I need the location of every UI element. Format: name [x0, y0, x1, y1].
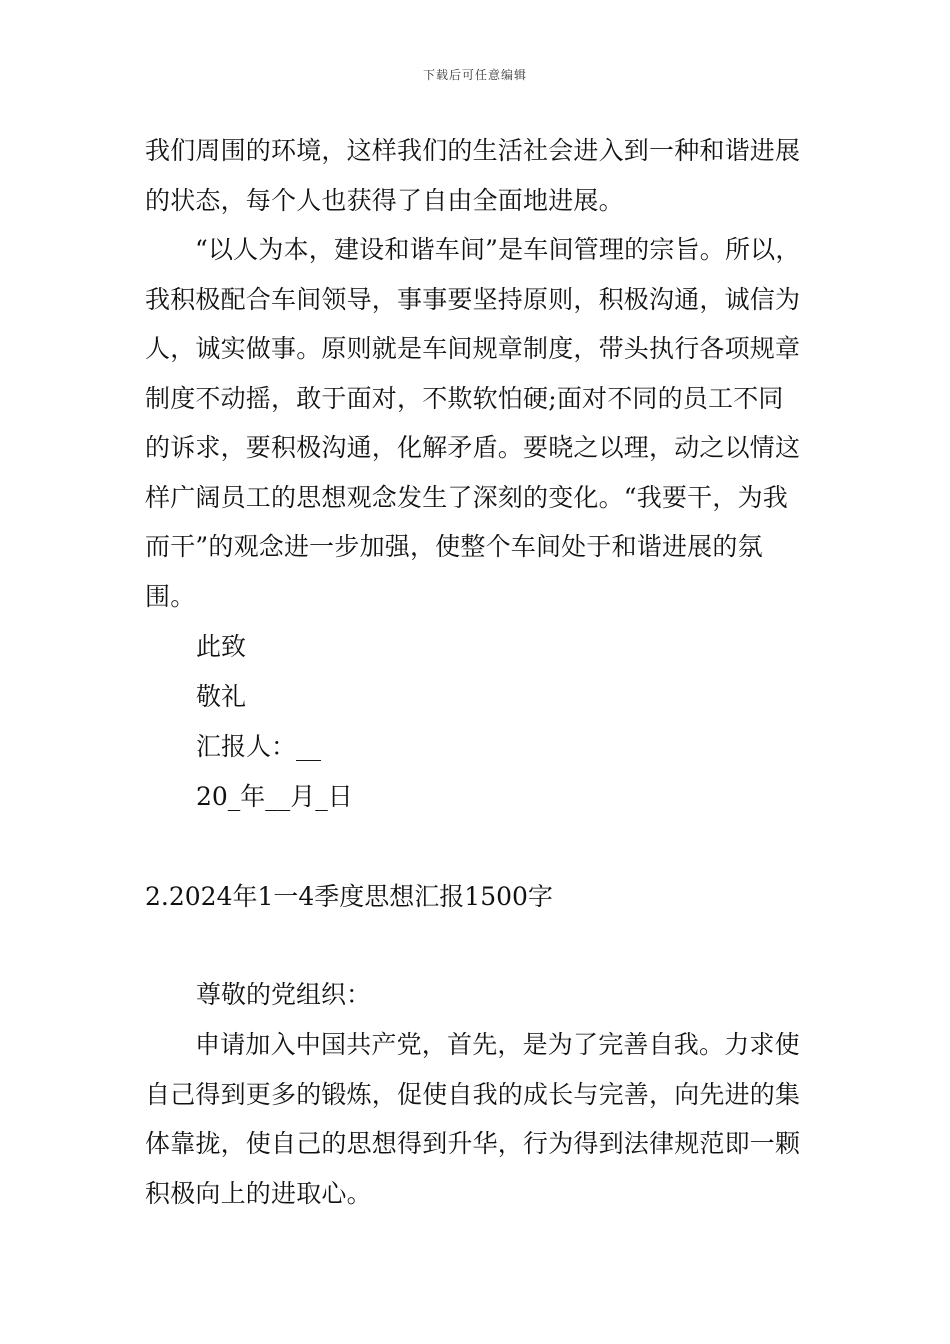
- closing-cizhi: 此致: [196, 632, 247, 661]
- section-title: 2.2024年1一4季度思想汇报1500字: [145, 882, 553, 911]
- paragraph-application-purpose: 申请加入中国共产党，首先，是为了完善自我。力求使自己得到更多的锻炼，促使自我的成长与完善，向先进的集体靠拢，使自己的思想得到升华，行为得到法律规范即一颗积极向上的进取心。: [145, 1030, 801, 1208]
- salutation: 尊敬的党组织：: [196, 980, 372, 1009]
- reporter-line: 汇报人：__: [196, 732, 322, 761]
- paragraph-workshop-management: “以人为本，建设和谐车间”是车间管理的宗旨。所以，我积极配合车间领导，事事要坚持原则，积极沟通，诚信为人，诚实做事。原则就是车间规章制度，带头执行各项规章制度不动摇，敢于面对，不欺软怕硬;面对不同的员工不同的诉求，要积极沟通，化解矛盾。要晓之以理，动之以情这样广阔员工的思想观念发生了深刻的变化。“我要干，为我而干”的观念进一步加强，使整个车间处于和谐进展的氛围。: [145, 235, 801, 611]
- date-line: 20_年__月_日: [196, 782, 353, 811]
- paragraph-continuation: 我们周围的环境，这样我们的生活社会进入到一种和谐进展的状态，每个人也获得了自由全面地进展。: [145, 136, 801, 215]
- page-header-note: 下载后可任意编辑: [422, 68, 527, 82]
- closing-jingli: 敬礼: [196, 682, 247, 711]
